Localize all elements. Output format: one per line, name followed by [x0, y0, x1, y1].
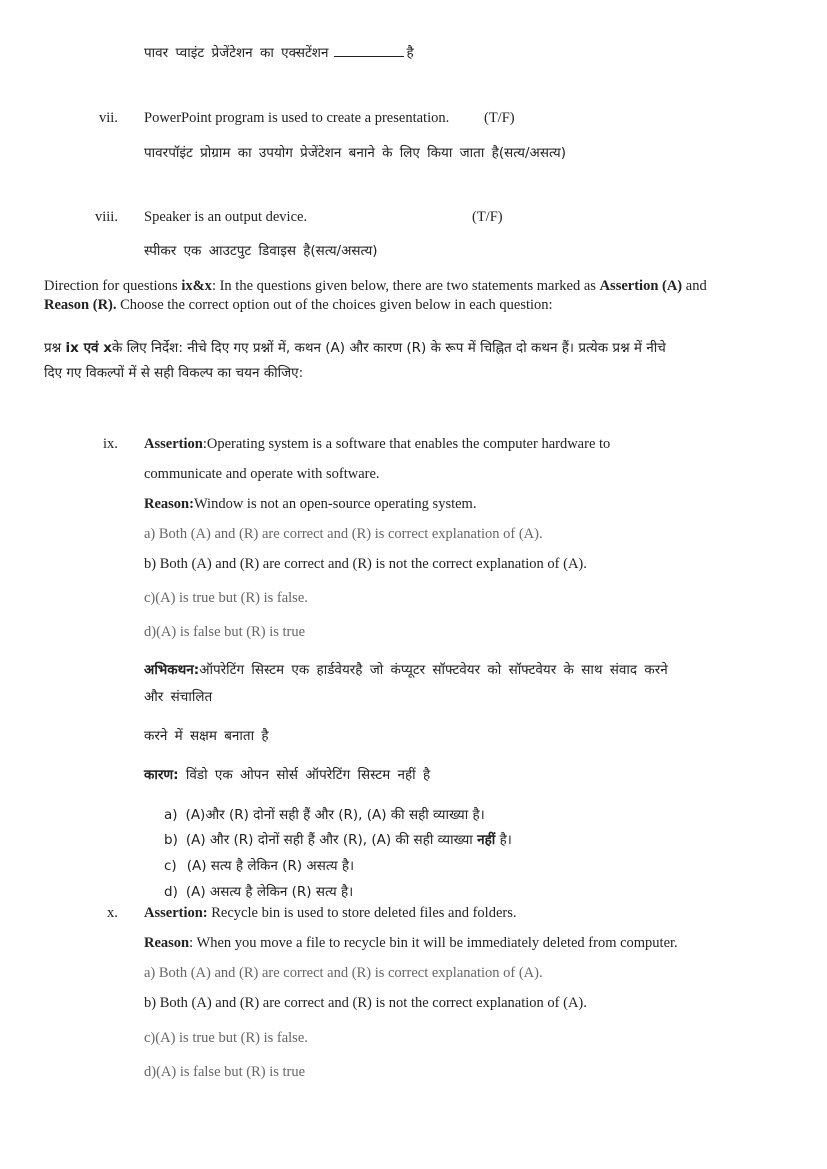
q9-option-c: c)(A) is true but (R) is false. [144, 590, 308, 606]
q10-assertion-line [144, 904, 516, 922]
q7-tf: (T/F) [484, 110, 515, 126]
q9-hindi-option-d-text: (A) असत्य है लेकिन (R) सत्य है। [185, 884, 354, 900]
q9-reason: Window is not an open-source operating system. [193, 496, 477, 512]
q8-tf: (T/F) [472, 209, 503, 225]
q10-option-d: d)(A) is false but (R) is true [144, 1064, 306, 1080]
q10-option-b: b) Both (A) and (R) are correct and (R) is not the correct explanation of (A). [144, 995, 587, 1011]
q9-option-a: a) Both (A) and (R) are correct and (R) is correct explanation of (A). [144, 526, 543, 542]
direction-line-1 [44, 277, 707, 295]
direction-l2-b: Choose the correct option out of the choices given below in each question: [120, 297, 553, 313]
q9-hindi-assertion-line-1 [144, 661, 668, 679]
q6-blank [334, 44, 404, 57]
q10-number: x. [107, 905, 118, 921]
q9-hindi-option-c [164, 857, 354, 875]
q9-hindi-option-b-label: b) [164, 832, 178, 848]
q9-option-d: d)(A) is false but (R) is true [144, 624, 306, 640]
direction-hi1-a: प्रश्न [44, 340, 62, 356]
q10-reason-label: Reason [144, 935, 190, 951]
q9-option-b: b) Both (A) and (R) are correct and (R) is not the correct explanation of (A). [144, 556, 587, 572]
q9-hindi-option-d [164, 883, 353, 901]
direction-l1-a: Direction for questions [44, 278, 178, 294]
q9-hindi-reason: विंडो एक ओपन सोर्स ऑपरेटिंग सिस्टम नहीं है [185, 767, 431, 783]
q9-hindi-assertion-line-2: और संचालित [144, 689, 213, 705]
q10-option-c: c)(A) is true but (R) is false. [144, 1030, 308, 1046]
direction-l1-b: ix&x [181, 278, 212, 294]
direction-hi1-b: ix एवं x [65, 340, 112, 356]
q9-hindi-assertion-label: अभिकथन: [144, 662, 200, 678]
direction-hindi-line-1 [44, 339, 666, 357]
q9-hindi-assertion-line-3: करने में सक्षम बनाता है [144, 728, 269, 744]
direction-hi1-c: के लिए निर्देश: नीचे दिए गए प्रश्नों में, कथन (A) और कारण (R) के रूप में चिह्नित दो कथन हैं। प्रत्येक प्रश्न में नीचे [111, 340, 666, 356]
q9-hindi-option-b-tail: है। [499, 832, 512, 848]
q9-hindi-assertion-1: ऑपरेटिंग सिस्टम एक हार्डवेयरहै जो कंप्यूटर सॉफ्टवेयर को सॉफ्टवेयर के साथ संवाद करने [199, 662, 668, 678]
q9-hindi-option-c-label: c) [164, 858, 177, 874]
direction-l1-d: Assertion (A) [599, 278, 683, 294]
q9-hindi-option-b-bold: नहीं [477, 832, 496, 848]
q9-assertion-line-2: communicate and operate with software. [144, 466, 380, 482]
q10-option-a: a) Both (A) and (R) are correct and (R) is correct explanation of (A). [144, 965, 543, 981]
q7-english: PowerPoint program is used to create a presentation. [144, 110, 450, 126]
direction-line-2 [44, 296, 553, 314]
q9-hindi-option-b [164, 831, 512, 849]
q9-assertion-1: :Operating system is a software that enables the computer hardware to [202, 436, 611, 452]
q9-hindi-option-c-text: (A) सत्य है लेकिन (R) असत्य है। [186, 858, 355, 874]
q9-assertion-line-1 [144, 435, 610, 453]
direction-l1-c: : In the questions given below, there are two statements marked as [211, 278, 596, 294]
q6-hindi-end: है [406, 45, 414, 61]
q9-hindi-option-a-text: (A)और (R) दोनों सही हैं और (R), (A) की सही व्याख्या है। [185, 807, 485, 823]
q9-reason-line [144, 495, 476, 513]
q10-reason: : When you move a file to recycle bin it will be immediately deleted from computer. [189, 935, 678, 951]
direction-l1-e: and [685, 278, 707, 294]
q9-assertion-label: Assertion [144, 436, 203, 452]
q9-hindi-reason-label: कारण: [144, 767, 179, 783]
q6-hindi-line [144, 44, 414, 62]
q9-hindi-option-b-text: (A) और (R) दोनों सही हैं और (R), (A) की सही व्याख्या [185, 832, 473, 848]
q9-number: ix. [103, 436, 118, 452]
q9-reason-label: Reason: [144, 496, 194, 512]
q6-hindi-text: पावर प्वाइंट प्रेजेंटेशन का एक्सटेंशन [144, 45, 329, 61]
direction-l2-a: Reason (R). [44, 297, 117, 313]
q7-number: vii. [99, 110, 118, 126]
q10-assertion-label: Assertion: [144, 905, 208, 921]
q9-hindi-option-a-label: a) [164, 807, 178, 823]
q9-hindi-option-d-label: d) [164, 884, 178, 900]
q10-reason-line [144, 934, 678, 952]
q10-assertion: Recycle bin is used to store deleted files and folders. [211, 905, 517, 921]
q8-english: Speaker is an output device. [144, 209, 308, 225]
q9-hindi-reason-line [144, 766, 430, 784]
q9-hindi-option-a [164, 806, 485, 824]
direction-hindi-line-2: दिए गए विकल्पों में से सही विकल्प का चयन कीजिए: [44, 365, 304, 381]
q8-hindi: स्पीकर एक आउटपुट डिवाइस है(सत्य/असत्य) [144, 243, 378, 259]
q8-number: viii. [95, 209, 118, 225]
q7-hindi: पावरपॉइंट प्रोग्राम का उपयोग प्रेजेंटेशन बनाने के लिए किया जाता है(सत्य/असत्य) [144, 145, 566, 161]
